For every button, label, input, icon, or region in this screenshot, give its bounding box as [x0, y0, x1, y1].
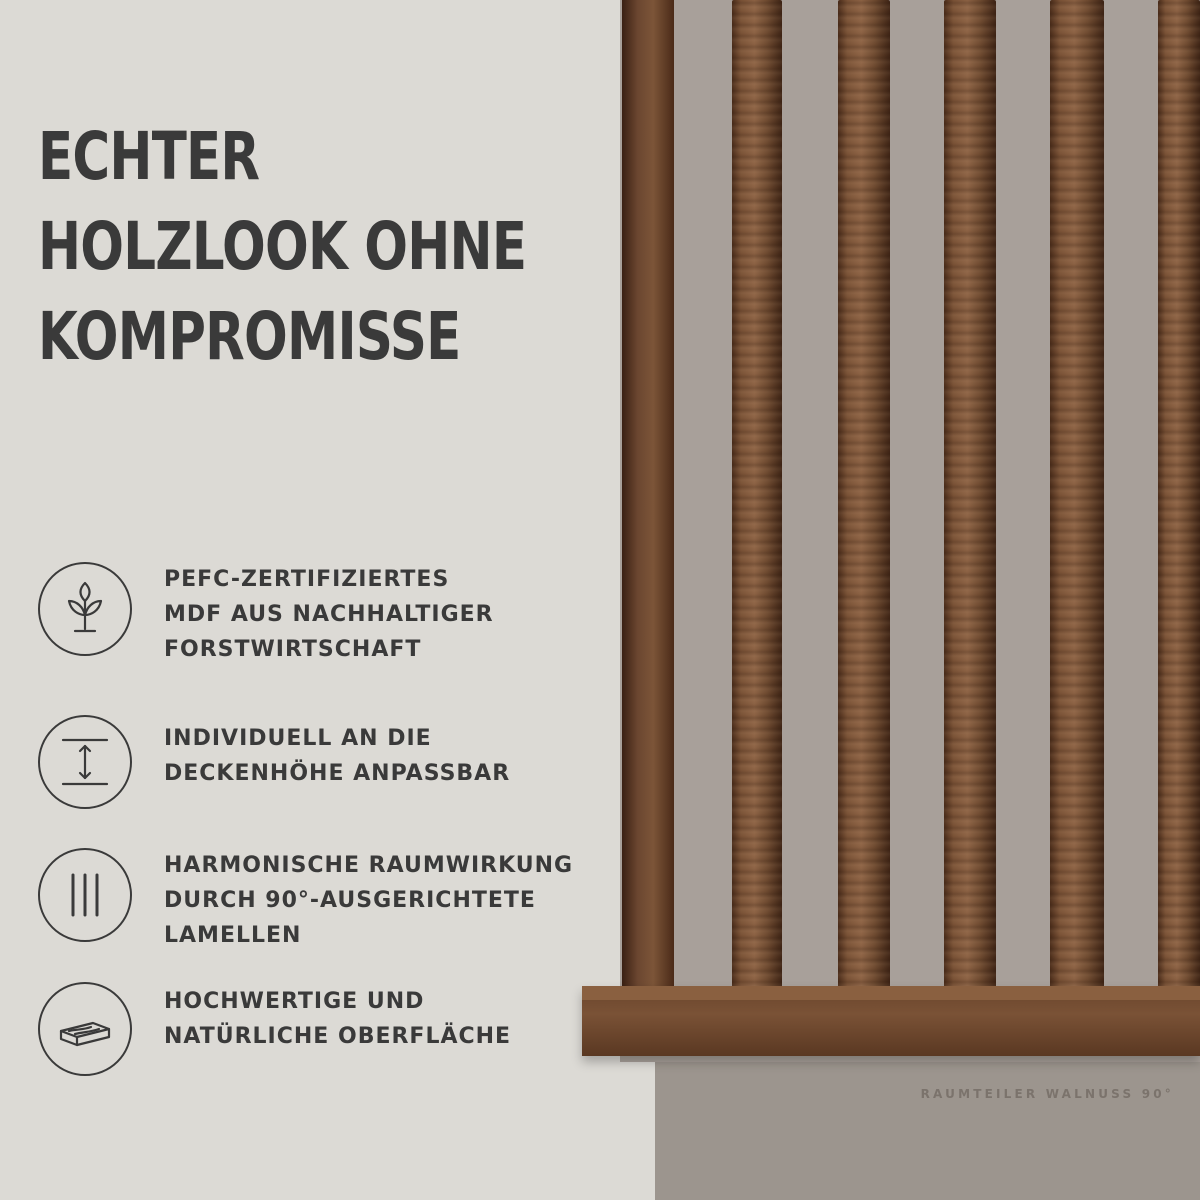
wood-slat	[944, 0, 996, 1010]
feature-line: INDIVIDUELL AN DIE	[164, 726, 432, 751]
wood-slat	[838, 0, 890, 1010]
feature-line: LAMELLEN	[164, 923, 302, 948]
feature-line: FORSTWIRTSCHAFT	[164, 637, 422, 662]
wood-plank-icon	[38, 982, 132, 1076]
feature-line: MDF AUS NACHHALTIGER	[164, 602, 494, 627]
feature-item-surface	[38, 982, 644, 1076]
plant-sprout-icon	[38, 562, 132, 656]
feature-text	[164, 715, 644, 791]
product-caption: RAUMTEILER WALNUSS 90°	[920, 1087, 1174, 1101]
floor	[655, 1062, 1200, 1200]
feature-item-height	[38, 715, 644, 809]
feature-line: DURCH 90°-AUSGERICHTETE	[164, 888, 536, 913]
feature-line: HOCHWERTIGE UND	[164, 989, 425, 1014]
vertical-lamellas-icon	[38, 848, 132, 942]
headline-line: HOLZLOOK OHNE	[38, 208, 527, 285]
divider-base-rail	[582, 986, 1200, 1056]
feature-item-lamellas	[38, 848, 644, 953]
wood-slat	[1050, 0, 1104, 1010]
headline	[38, 112, 527, 382]
headline-line: ECHTER	[38, 118, 260, 195]
floor-left	[0, 1062, 655, 1200]
height-adjust-icon	[38, 715, 132, 809]
feature-line: NATÜRLICHE OBERFLÄCHE	[164, 1024, 512, 1049]
wood-slat	[1158, 0, 1200, 1010]
feature-text	[164, 848, 644, 953]
feature-item-pefc	[38, 562, 644, 667]
wood-slat	[732, 0, 782, 1010]
feature-line: DECKENHÖHE ANPASSBAR	[164, 761, 511, 786]
feature-line: PEFC-ZERTIFIZIERTES	[164, 567, 450, 592]
feature-text	[164, 982, 644, 1054]
feature-line: HARMONISCHE RAUMWIRKUNG	[164, 853, 574, 878]
headline-line: KOMPROMISSE	[38, 298, 461, 375]
feature-text	[164, 562, 644, 667]
